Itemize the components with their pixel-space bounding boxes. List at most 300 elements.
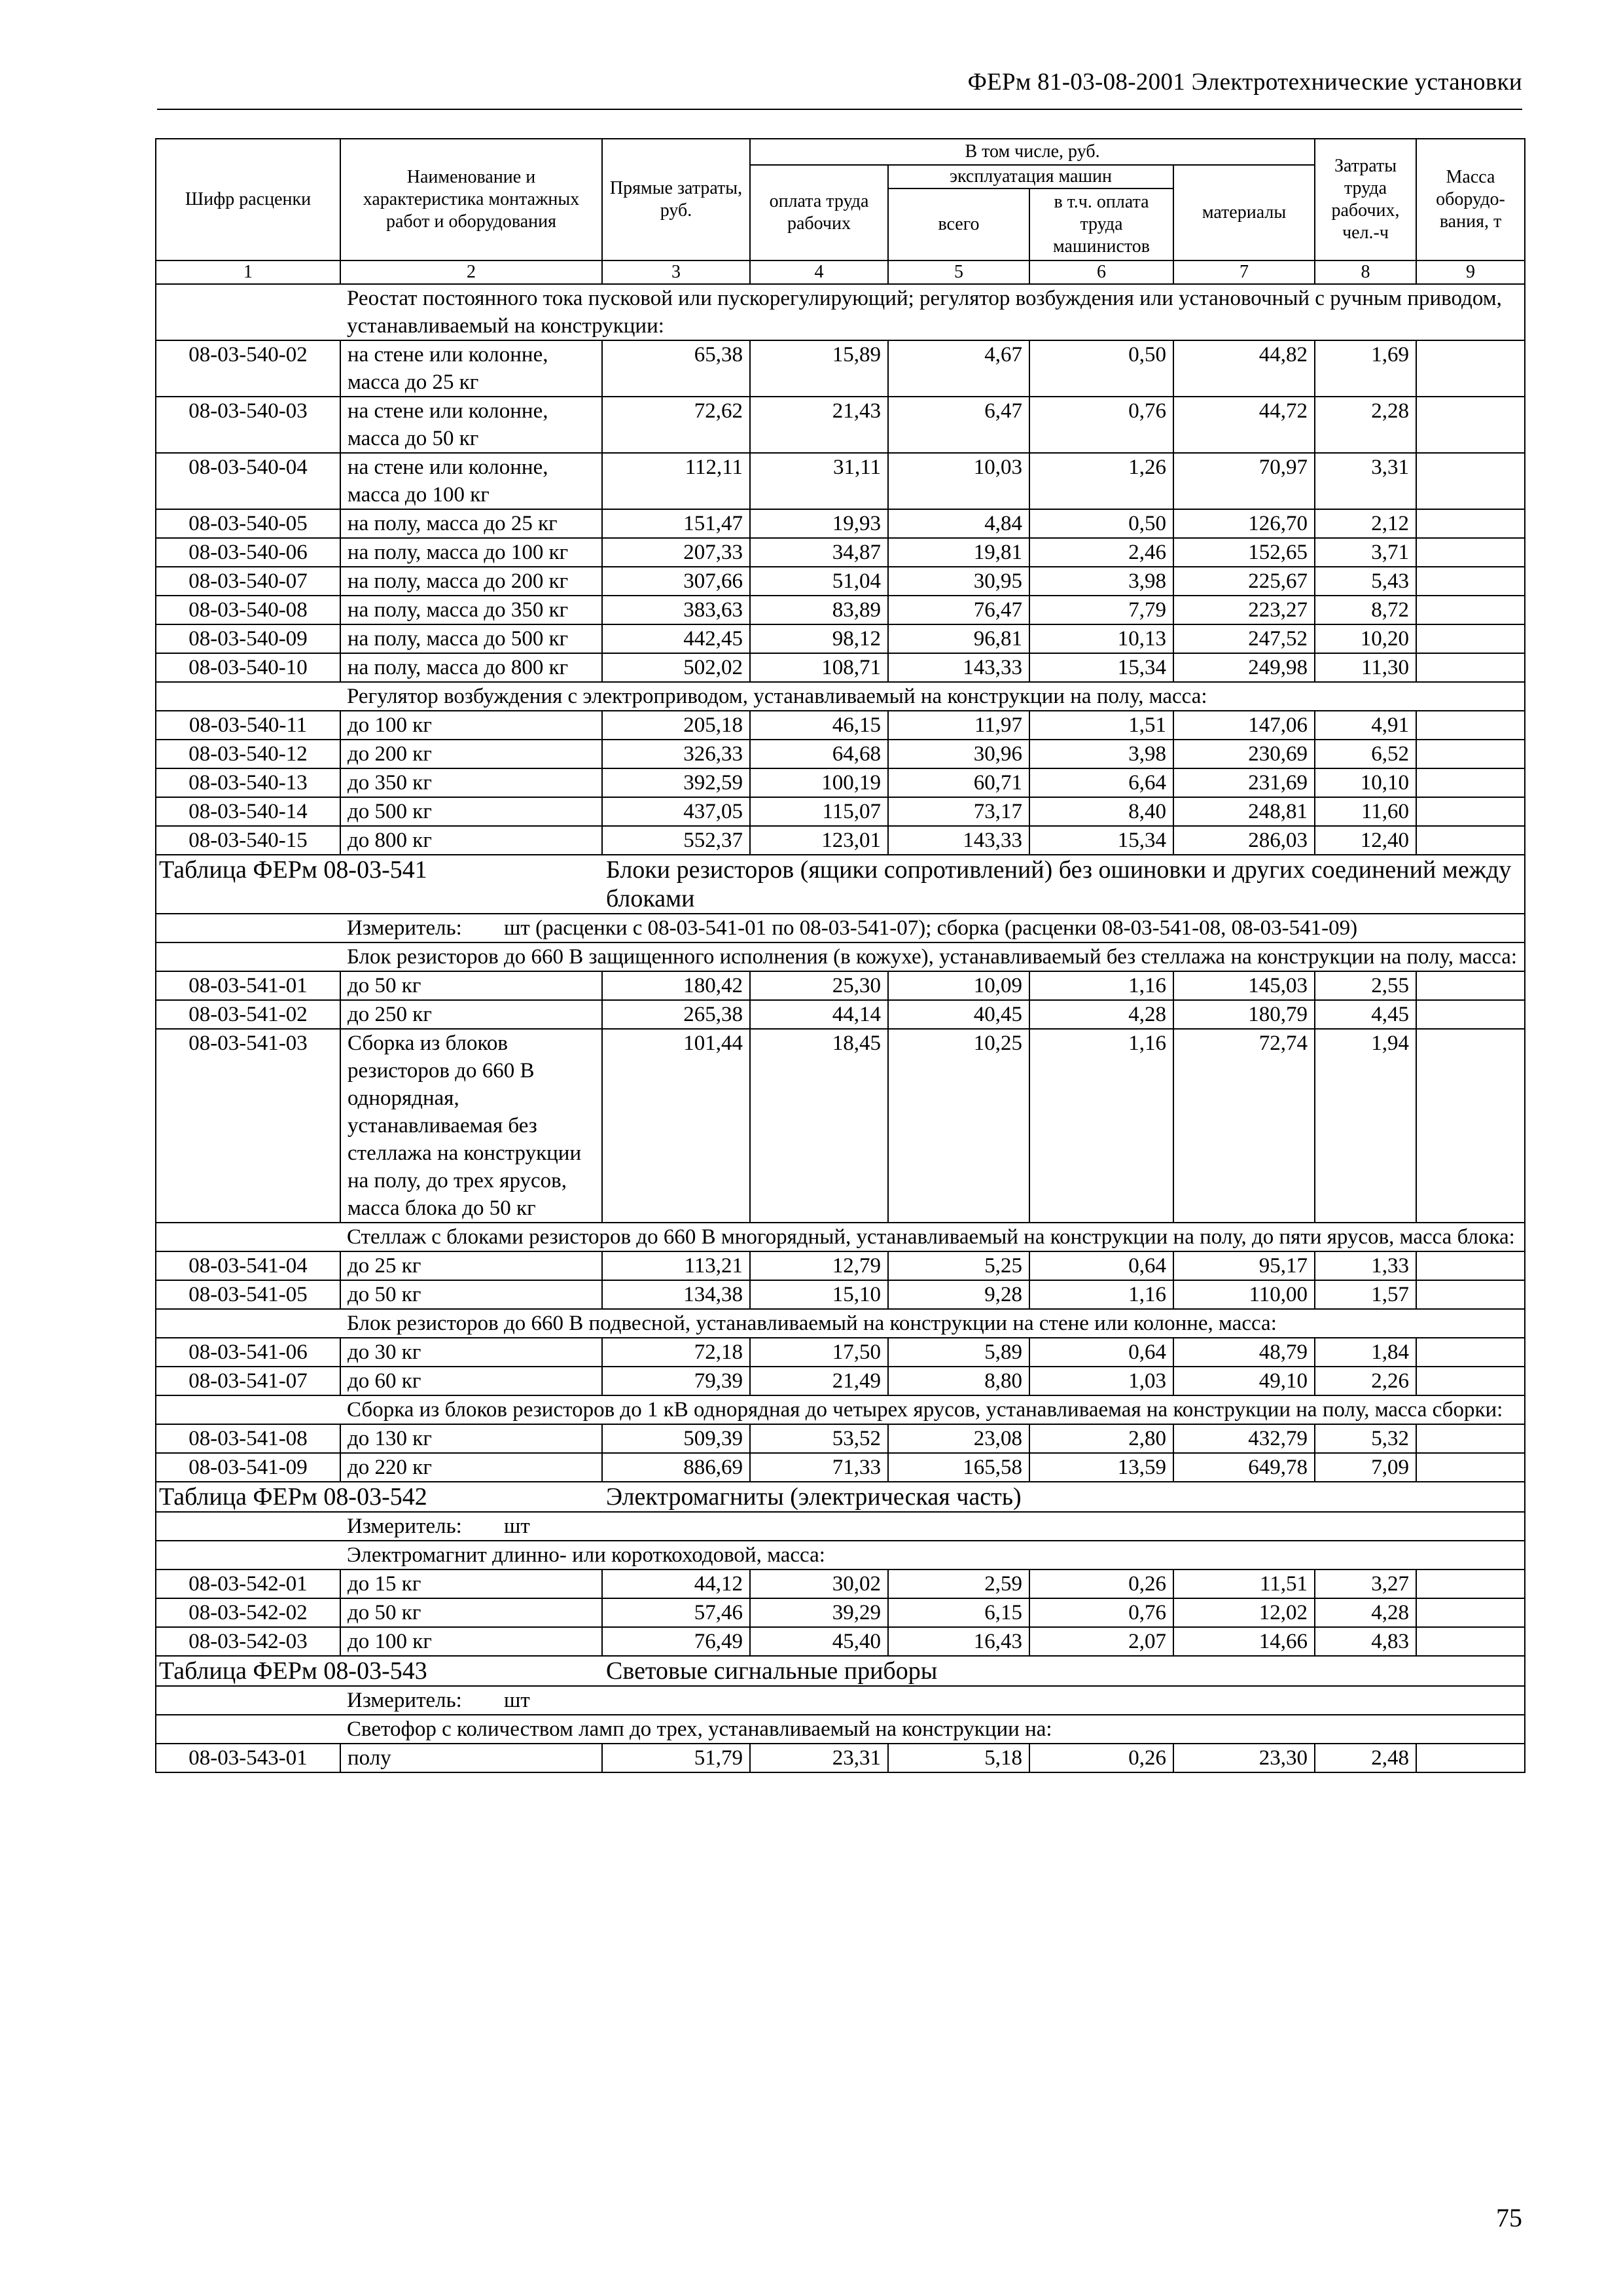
row-equipment-mass xyxy=(1416,1367,1525,1395)
table-row xyxy=(156,1338,1525,1367)
row-labor-pay: 115,07 xyxy=(750,797,888,826)
table-row xyxy=(156,740,1525,768)
section-heading-row xyxy=(156,1223,1525,1251)
section-code-blank xyxy=(156,1309,340,1338)
col-header-mass: Масса оборудо-вания, т xyxy=(1416,139,1525,260)
row-materials: 23,30 xyxy=(1173,1744,1315,1772)
row-machines-total: 40,45 xyxy=(888,1000,1029,1029)
row-direct-cost: 72,18 xyxy=(602,1338,750,1367)
col-header-code: Шифр расценки xyxy=(156,139,340,260)
row-equipment-mass xyxy=(1416,567,1525,596)
table-row xyxy=(156,797,1525,826)
row-code: 08-03-541-09 xyxy=(156,1453,340,1482)
row-labor-pay: 108,71 xyxy=(750,653,888,682)
row-equipment-mass xyxy=(1416,653,1525,682)
col-number: 8 xyxy=(1315,260,1416,284)
section-heading: Реостат постоянного тока пусковой или пускорегулирующий; регулятор возбуждения или установочный с ручным приводом, устанавливаемый на конструкции: xyxy=(340,284,1525,340)
row-machines-total: 10,25 xyxy=(888,1029,1029,1223)
section-heading: Блок резисторов до 660 В подвесной, устанавливаемый на конструкции на стене или колонне, масса: xyxy=(340,1309,1525,1338)
row-name: на стене или колонне, масса до 100 кг xyxy=(340,453,602,509)
row-code: 08-03-540-15 xyxy=(156,826,340,855)
row-labor-pay: 15,10 xyxy=(750,1280,888,1309)
row-materials: 649,78 xyxy=(1173,1453,1315,1482)
row-direct-cost: 205,18 xyxy=(602,711,750,740)
measure-row xyxy=(156,914,1525,942)
row-code: 08-03-540-11 xyxy=(156,711,340,740)
row-labor-hours: 5,32 xyxy=(1315,1424,1416,1453)
col-number: 9 xyxy=(1416,260,1525,284)
table-row xyxy=(156,1598,1525,1627)
row-code: 08-03-541-01 xyxy=(156,971,340,1000)
measure-blank xyxy=(156,914,340,942)
row-name: на стене или колонне, масса до 50 кг xyxy=(340,397,602,453)
row-labor-hours: 1,69 xyxy=(1315,340,1416,397)
table-body xyxy=(156,284,1525,1772)
row-code: 08-03-542-02 xyxy=(156,1598,340,1627)
row-machines-labor: 0,76 xyxy=(1029,1598,1173,1627)
row-direct-cost: 76,49 xyxy=(602,1627,750,1656)
measure-blank xyxy=(156,1686,340,1715)
section-heading: Электромагнит длинно- или короткоходовой, масса: xyxy=(340,1541,1525,1570)
row-labor-hours: 4,83 xyxy=(1315,1627,1416,1656)
row-equipment-mass xyxy=(1416,1453,1525,1482)
row-name: до 350 кг xyxy=(340,768,602,797)
row-equipment-mass xyxy=(1416,397,1525,453)
row-code: 08-03-540-06 xyxy=(156,538,340,567)
measure-cell xyxy=(340,914,1525,942)
row-machines-labor: 4,28 xyxy=(1029,1000,1173,1029)
col-number: 2 xyxy=(340,260,602,284)
row-direct-cost: 180,42 xyxy=(602,971,750,1000)
table-row xyxy=(156,768,1525,797)
row-code: 08-03-541-08 xyxy=(156,1424,340,1453)
row-code: 08-03-541-06 xyxy=(156,1338,340,1367)
table-row xyxy=(156,596,1525,624)
row-direct-cost: 51,79 xyxy=(602,1744,750,1772)
row-labor-pay: 39,29 xyxy=(750,1598,888,1627)
measure-row xyxy=(156,1686,1525,1715)
measure-blank xyxy=(156,1512,340,1541)
row-machines-total: 76,47 xyxy=(888,596,1029,624)
row-labor-hours: 2,12 xyxy=(1315,509,1416,538)
section-code-blank xyxy=(156,284,340,340)
row-equipment-mass xyxy=(1416,1627,1525,1656)
table-row xyxy=(156,1029,1525,1223)
row-labor-hours: 8,72 xyxy=(1315,596,1416,624)
row-name: до 50 кг xyxy=(340,1280,602,1309)
row-labor-pay: 46,15 xyxy=(750,711,888,740)
row-direct-cost: 134,38 xyxy=(602,1280,750,1309)
table-row xyxy=(156,1280,1525,1309)
measure-row xyxy=(156,1512,1525,1541)
row-machines-total: 30,96 xyxy=(888,740,1029,768)
row-labor-pay: 19,93 xyxy=(750,509,888,538)
table-row xyxy=(156,567,1525,596)
table-row xyxy=(156,397,1525,453)
row-machines-total: 5,25 xyxy=(888,1251,1029,1280)
section-heading-row xyxy=(156,1541,1525,1570)
row-labor-pay: 25,30 xyxy=(750,971,888,1000)
row-machines-total: 10,09 xyxy=(888,971,1029,1000)
row-labor-pay: 44,14 xyxy=(750,1000,888,1029)
row-equipment-mass xyxy=(1416,624,1525,653)
row-name: на стене или колонне, масса до 25 кг xyxy=(340,340,602,397)
section-code-blank xyxy=(156,1541,340,1570)
col-header-name: Наименование и характеристика монтажных работ и оборудования xyxy=(340,139,602,260)
row-direct-cost: 265,38 xyxy=(602,1000,750,1029)
row-direct-cost: 57,46 xyxy=(602,1598,750,1627)
row-materials: 145,03 xyxy=(1173,971,1315,1000)
row-name: до 50 кг xyxy=(340,971,602,1000)
row-labor-hours: 10,20 xyxy=(1315,624,1416,653)
row-labor-hours: 3,71 xyxy=(1315,538,1416,567)
row-labor-hours: 4,45 xyxy=(1315,1000,1416,1029)
row-labor-hours: 10,10 xyxy=(1315,768,1416,797)
row-equipment-mass xyxy=(1416,1744,1525,1772)
row-machines-total: 19,81 xyxy=(888,538,1029,567)
row-machines-labor: 13,59 xyxy=(1029,1453,1173,1482)
row-machines-labor: 1,16 xyxy=(1029,1029,1173,1223)
row-machines-total: 8,80 xyxy=(888,1367,1029,1395)
section-heading-row xyxy=(156,1395,1525,1424)
row-code: 08-03-540-07 xyxy=(156,567,340,596)
row-labor-pay: 83,89 xyxy=(750,596,888,624)
row-materials: 72,74 xyxy=(1173,1029,1315,1223)
row-code: 08-03-541-03 xyxy=(156,1029,340,1223)
row-machines-labor: 1,51 xyxy=(1029,711,1173,740)
col-number: 1 xyxy=(156,260,340,284)
col-number: 3 xyxy=(602,260,750,284)
row-code: 08-03-540-03 xyxy=(156,397,340,453)
row-labor-hours: 4,28 xyxy=(1315,1598,1416,1627)
row-machines-labor: 2,46 xyxy=(1029,538,1173,567)
row-direct-cost: 65,38 xyxy=(602,340,750,397)
row-machines-labor: 2,07 xyxy=(1029,1627,1173,1656)
row-labor-pay: 71,33 xyxy=(750,1453,888,1482)
row-materials: 44,82 xyxy=(1173,340,1315,397)
table-row xyxy=(156,1424,1525,1453)
row-labor-pay: 98,12 xyxy=(750,624,888,653)
row-materials: 249,98 xyxy=(1173,653,1315,682)
row-direct-cost: 101,44 xyxy=(602,1029,750,1223)
row-machines-labor: 3,98 xyxy=(1029,567,1173,596)
row-machines-labor: 0,50 xyxy=(1029,509,1173,538)
row-labor-pay: 31,11 xyxy=(750,453,888,509)
measure-cell xyxy=(340,1512,1525,1541)
table-row xyxy=(156,624,1525,653)
row-labor-pay: 12,79 xyxy=(750,1251,888,1280)
row-materials: 152,65 xyxy=(1173,538,1315,567)
row-name: на полу, масса до 500 кг xyxy=(340,624,602,653)
row-equipment-mass xyxy=(1416,596,1525,624)
row-code: 08-03-540-05 xyxy=(156,509,340,538)
row-labor-hours: 12,40 xyxy=(1315,826,1416,855)
section-heading-row xyxy=(156,1309,1525,1338)
row-name: до 100 кг xyxy=(340,1627,602,1656)
section-heading: Стеллаж с блоками резисторов до 660 В многорядный, устанавливаемый на конструкции на полу, до пяти ярусов, масса блока: xyxy=(340,1223,1525,1251)
section-code-blank xyxy=(156,1395,340,1424)
row-equipment-mass xyxy=(1416,1029,1525,1223)
row-code: 08-03-541-05 xyxy=(156,1280,340,1309)
row-labor-hours: 1,57 xyxy=(1315,1280,1416,1309)
col-number: 5 xyxy=(888,260,1029,284)
table-row xyxy=(156,1570,1525,1598)
row-machines-labor: 1,26 xyxy=(1029,453,1173,509)
col-header-labor-cost: Затраты труда рабочих, чел.-ч xyxy=(1315,139,1416,260)
row-machines-total: 10,03 xyxy=(888,453,1029,509)
row-materials: 110,00 xyxy=(1173,1280,1315,1309)
table-title: Электромагниты (электрическая часть) xyxy=(602,1482,1525,1512)
row-direct-cost: 326,33 xyxy=(602,740,750,768)
section-heading-row xyxy=(156,284,1525,340)
row-machines-total: 23,08 xyxy=(888,1424,1029,1453)
section-heading: Блок резисторов до 660 В защищенного исполнения (в кожухе), устанавливаемый без стеллажа на конструкции на полу, масса: xyxy=(340,942,1525,971)
row-name: до 800 кг xyxy=(340,826,602,855)
section-heading-row xyxy=(156,1715,1525,1744)
table-number: Таблица ФЕРм 08-03-541 xyxy=(156,855,602,914)
measure-cell xyxy=(340,1686,1525,1715)
row-equipment-mass xyxy=(1416,971,1525,1000)
row-labor-pay: 18,45 xyxy=(750,1029,888,1223)
col-header-machines-labor: в т.ч. оплата труда машинистов xyxy=(1029,188,1173,260)
section-code-blank xyxy=(156,942,340,971)
row-labor-pay: 51,04 xyxy=(750,567,888,596)
row-labor-pay: 64,68 xyxy=(750,740,888,768)
table-row xyxy=(156,971,1525,1000)
row-machines-labor: 15,34 xyxy=(1029,653,1173,682)
row-equipment-mass xyxy=(1416,740,1525,768)
row-materials: 286,03 xyxy=(1173,826,1315,855)
section-heading-row xyxy=(156,682,1525,711)
row-labor-hours: 1,33 xyxy=(1315,1251,1416,1280)
row-materials: 180,79 xyxy=(1173,1000,1315,1029)
row-machines-labor: 0,26 xyxy=(1029,1744,1173,1772)
row-name: на полу, масса до 350 кг xyxy=(340,596,602,624)
row-labor-pay: 53,52 xyxy=(750,1424,888,1453)
row-equipment-mass xyxy=(1416,1570,1525,1598)
row-equipment-mass xyxy=(1416,768,1525,797)
row-labor-pay: 15,89 xyxy=(750,340,888,397)
row-machines-total: 96,81 xyxy=(888,624,1029,653)
row-labor-hours: 1,84 xyxy=(1315,1338,1416,1367)
row-materials: 11,51 xyxy=(1173,1570,1315,1598)
row-machines-labor: 15,34 xyxy=(1029,826,1173,855)
table-row xyxy=(156,826,1525,855)
row-code: 08-03-540-08 xyxy=(156,596,340,624)
row-machines-total: 6,47 xyxy=(888,397,1029,453)
row-labor-pay: 100,19 xyxy=(750,768,888,797)
row-equipment-mass xyxy=(1416,453,1525,509)
row-labor-hours: 11,30 xyxy=(1315,653,1416,682)
section-heading: Сборка из блоков резисторов до 1 кВ однорядная до четырех ярусов, устанавливаемая на конструкции на полу, масса сборки: xyxy=(340,1395,1525,1424)
row-labor-hours: 11,60 xyxy=(1315,797,1416,826)
row-materials: 432,79 xyxy=(1173,1424,1315,1453)
row-materials: 126,70 xyxy=(1173,509,1315,538)
row-direct-cost: 886,69 xyxy=(602,1453,750,1482)
row-materials: 14,66 xyxy=(1173,1627,1315,1656)
row-machines-labor: 0,50 xyxy=(1029,340,1173,397)
row-direct-cost: 383,63 xyxy=(602,596,750,624)
row-equipment-mass xyxy=(1416,1000,1525,1029)
table-number: Таблица ФЕРм 08-03-542 xyxy=(156,1482,602,1512)
row-labor-hours: 3,31 xyxy=(1315,453,1416,509)
row-machines-total: 11,97 xyxy=(888,711,1029,740)
table-heading-row xyxy=(156,1482,1525,1512)
row-direct-cost: 207,33 xyxy=(602,538,750,567)
table-row xyxy=(156,711,1525,740)
row-machines-total: 5,18 xyxy=(888,1744,1029,1772)
table-row xyxy=(156,1251,1525,1280)
row-direct-cost: 113,21 xyxy=(602,1251,750,1280)
row-equipment-mass xyxy=(1416,538,1525,567)
row-equipment-mass xyxy=(1416,340,1525,397)
row-labor-hours: 2,48 xyxy=(1315,1744,1416,1772)
row-machines-total: 5,89 xyxy=(888,1338,1029,1367)
row-machines-labor: 6,64 xyxy=(1029,768,1173,797)
row-direct-cost: 151,47 xyxy=(602,509,750,538)
row-machines-total: 4,84 xyxy=(888,509,1029,538)
table-heading-row xyxy=(156,855,1525,914)
table-row xyxy=(156,1627,1525,1656)
row-labor-pay: 17,50 xyxy=(750,1338,888,1367)
row-equipment-mass xyxy=(1416,509,1525,538)
row-labor-hours: 4,91 xyxy=(1315,711,1416,740)
row-name: до 60 кг xyxy=(340,1367,602,1395)
row-machines-total: 60,71 xyxy=(888,768,1029,797)
table-row xyxy=(156,1453,1525,1482)
row-labor-pay: 45,40 xyxy=(750,1627,888,1656)
row-direct-cost: 72,62 xyxy=(602,397,750,453)
row-machines-labor: 1,16 xyxy=(1029,1280,1173,1309)
row-machines-labor: 10,13 xyxy=(1029,624,1173,653)
row-name: на полу, масса до 800 кг xyxy=(340,653,602,682)
table-heading-row xyxy=(156,1656,1525,1686)
col-number: 7 xyxy=(1173,260,1315,284)
col-header-machines-total: всего xyxy=(888,188,1029,260)
row-name: на полу, масса до 25 кг xyxy=(340,509,602,538)
row-direct-cost: 307,66 xyxy=(602,567,750,596)
section-code-blank xyxy=(156,1715,340,1744)
row-machines-labor: 1,16 xyxy=(1029,971,1173,1000)
table-row xyxy=(156,453,1525,509)
row-machines-labor: 8,40 xyxy=(1029,797,1173,826)
col-number: 6 xyxy=(1029,260,1173,284)
row-machines-labor: 2,80 xyxy=(1029,1424,1173,1453)
row-machines-labor: 0,64 xyxy=(1029,1338,1173,1367)
measure-label: Измеритель: xyxy=(347,916,462,940)
row-code: 08-03-540-14 xyxy=(156,797,340,826)
section-code-blank xyxy=(156,682,340,711)
row-name: на полу, масса до 100 кг xyxy=(340,538,602,567)
row-equipment-mass xyxy=(1416,1598,1525,1627)
row-direct-cost: 552,37 xyxy=(602,826,750,855)
row-materials: 95,17 xyxy=(1173,1251,1315,1280)
row-labor-hours: 7,09 xyxy=(1315,1453,1416,1482)
row-labor-hours: 2,55 xyxy=(1315,971,1416,1000)
row-materials: 12,02 xyxy=(1173,1598,1315,1627)
row-equipment-mass xyxy=(1416,711,1525,740)
row-machines-total: 2,59 xyxy=(888,1570,1029,1598)
row-labor-hours: 3,27 xyxy=(1315,1570,1416,1598)
measure-text: шт xyxy=(504,1515,530,1538)
row-direct-cost: 509,39 xyxy=(602,1424,750,1453)
col-number: 4 xyxy=(750,260,888,284)
row-equipment-mass xyxy=(1416,1424,1525,1453)
row-machines-labor: 0,26 xyxy=(1029,1570,1173,1598)
row-code: 08-03-541-07 xyxy=(156,1367,340,1395)
row-machines-labor: 7,79 xyxy=(1029,596,1173,624)
row-labor-hours: 5,43 xyxy=(1315,567,1416,596)
row-name: до 15 кг xyxy=(340,1570,602,1598)
row-direct-cost: 112,11 xyxy=(602,453,750,509)
measure-label: Измеритель: xyxy=(347,1515,462,1538)
table-row xyxy=(156,1000,1525,1029)
measure-text: шт (расценки с 08-03-541-01 по 08-03-541-07); сборка (расценки 08-03-541-08, 08-03-541-09) xyxy=(504,916,1358,940)
row-equipment-mass xyxy=(1416,1338,1525,1367)
row-machines-total: 165,58 xyxy=(888,1453,1029,1482)
table-row xyxy=(156,1367,1525,1395)
measure-text: шт xyxy=(504,1689,530,1712)
row-materials: 70,97 xyxy=(1173,453,1315,509)
row-machines-total: 30,95 xyxy=(888,567,1029,596)
row-machines-total: 16,43 xyxy=(888,1627,1029,1656)
table-row xyxy=(156,1744,1525,1772)
row-machines-labor: 1,03 xyxy=(1029,1367,1173,1395)
row-name: до 25 кг xyxy=(340,1251,602,1280)
row-materials: 49,10 xyxy=(1173,1367,1315,1395)
row-machines-total: 143,33 xyxy=(888,653,1029,682)
row-labor-pay: 23,31 xyxy=(750,1744,888,1772)
row-name: до 130 кг xyxy=(340,1424,602,1453)
row-machines-total: 73,17 xyxy=(888,797,1029,826)
row-code: 08-03-540-04 xyxy=(156,453,340,509)
row-code: 08-03-540-10 xyxy=(156,653,340,682)
row-labor-hours: 6,52 xyxy=(1315,740,1416,768)
row-materials: 248,81 xyxy=(1173,797,1315,826)
table-row xyxy=(156,538,1525,567)
row-labor-pay: 34,87 xyxy=(750,538,888,567)
row-materials: 231,69 xyxy=(1173,768,1315,797)
row-materials: 147,06 xyxy=(1173,711,1315,740)
page-header-title: ФЕРм 81-03-08-2001 Электротехнические установки xyxy=(967,69,1522,96)
row-code: 08-03-543-01 xyxy=(156,1744,340,1772)
section-code-blank xyxy=(156,1223,340,1251)
row-labor-hours: 2,28 xyxy=(1315,397,1416,453)
row-name: до 250 кг xyxy=(340,1000,602,1029)
row-code: 08-03-540-02 xyxy=(156,340,340,397)
row-equipment-mass xyxy=(1416,826,1525,855)
row-direct-cost: 44,12 xyxy=(602,1570,750,1598)
row-name: до 500 кг xyxy=(340,797,602,826)
section-heading: Регулятор возбуждения с электроприводом, устанавливаемый на конструкции на полу, масса: xyxy=(340,682,1525,711)
row-name: до 100 кг xyxy=(340,711,602,740)
row-materials: 44,72 xyxy=(1173,397,1315,453)
table-row xyxy=(156,653,1525,682)
table-row xyxy=(156,340,1525,397)
row-name: до 200 кг xyxy=(340,740,602,768)
col-header-labor-pay: оплата труда рабочих xyxy=(750,165,888,260)
row-direct-cost: 502,02 xyxy=(602,653,750,682)
row-name: до 50 кг xyxy=(340,1598,602,1627)
row-labor-pay: 30,02 xyxy=(750,1570,888,1598)
row-equipment-mass xyxy=(1416,797,1525,826)
measure-label: Измеритель: xyxy=(347,1689,462,1712)
row-code: 08-03-540-09 xyxy=(156,624,340,653)
price-norms-table xyxy=(155,138,1525,1773)
row-name: полу xyxy=(340,1744,602,1772)
col-header-incl: В том числе, руб. xyxy=(750,139,1315,165)
row-direct-cost: 79,39 xyxy=(602,1367,750,1395)
